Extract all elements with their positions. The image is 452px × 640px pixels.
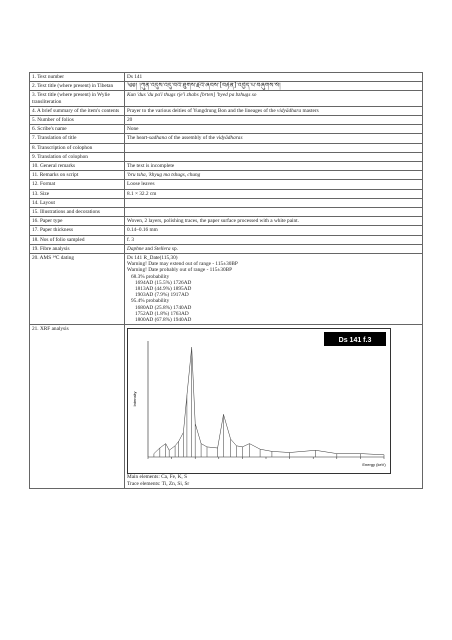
row-label: 5. Number of folios [30,116,125,125]
xrf-cell [125,325,423,488]
row-label: 10. General remarks [30,162,125,171]
dating-cell [125,254,423,325]
fibre-and: and [143,245,155,252]
metadata-table [29,72,423,489]
row-label: 14. Layout [30,198,125,207]
translation-mid: of the assembly of the [166,135,217,142]
wylie-title: Kun 'dus 'du pa'i thugs rje'i zhabs [brten] 'byed pa bzhugs so [125,91,423,106]
document-page [29,72,423,489]
table-row [30,73,423,82]
probability-95-label: 95.4% probability [131,298,170,305]
fibre-genus-1: Daphne [127,245,144,252]
translation-italic-2: vidyādharas [216,135,243,142]
x-axis-label: Energy (keV) [362,462,386,468]
row-value: f. 3 [125,235,423,244]
probability-68-label: 68.3% probability [131,273,170,280]
row-label: 20. AMS ¹⁴C dating [30,254,125,325]
row-label: 6. Scribe's name [30,125,125,134]
row-label: 3. Text title (where present) in Wylie transliteration [30,91,125,106]
table-row [30,143,423,152]
y-axis-label: Intensity [132,391,137,407]
trace-elements: Trace elements: Ti, Zn, Si, Sr [127,480,190,487]
dating-line: Ds 141 R_Date(115,30) [127,255,178,262]
table-row [30,217,423,226]
row-value [125,106,423,115]
xrf-chart [127,328,391,474]
table-row [30,162,423,171]
row-label: 18. Nos of folio sampled [30,235,125,244]
row-label: 17. Paper thickness [30,226,125,235]
table-row [30,325,423,488]
row-value: Ds 141 [125,73,423,82]
probability-range: 1694AD (15.5%) 1726AD [135,279,192,286]
row-label: 15. Illustrations and decorations [30,208,125,217]
translation-italic: sadhana [148,135,167,142]
probability-range: 1813AD (44.9%) 1895AD [135,286,192,293]
table-row [30,198,423,207]
row-value: None [125,125,423,134]
summary-text: Prayer to the various deities of Yungdrung Bon and the lineages of the [127,107,277,114]
table-row [30,91,423,106]
probability-range: 1752AD (1.8%) 1763AD [135,310,189,317]
table-row [30,82,423,91]
row-value: 0.14–0.16 mm [125,226,423,235]
row-value: The text is incomplete [125,162,423,171]
row-value [125,134,423,143]
row-label: 21. XRF analysis [30,325,125,488]
table-row [30,116,423,125]
table-row [30,226,423,235]
row-label: 4. A brief summary of the item's contents [30,106,125,115]
table-row [30,254,423,325]
table-row [30,171,423,180]
row-value [125,152,423,161]
row-label: 1. Text number [30,73,125,82]
table-row [30,134,423,143]
table-row [30,125,423,134]
chart-title: Ds 141 f.3 [338,337,372,345]
row-value: 'bru tsha, 'khyug ma tshugs, chung [125,171,423,180]
row-value [125,208,423,217]
main-elements: Main elements: Ca, Fe, K, S [127,474,188,481]
row-value: Loose leaves [125,180,423,189]
probability-range: 1800AD (67.8%) 1940AD [135,317,192,324]
fibre-end: sp. [170,245,178,252]
row-label: 9. Translation of colophon [30,152,125,161]
xrf-spectrum-svg [128,329,390,473]
row-label: 8. Transcription of colophon [30,143,125,152]
table-row [30,235,423,244]
spectrum-group [148,347,384,459]
table-row [30,244,423,253]
row-label: 7. Translation of title [30,134,125,143]
tibetan-title: ༄༅། །ཀུན་འདུས་འདུ་བའི་ཐུགས་རྗེའི་ཞབས་[བརྟེན]་འབྱེད་པ་བཞུགས་སོ། [125,82,423,91]
translation-text: The heart- [127,135,149,142]
table-row [30,106,423,115]
summary-italic: vidyādhara [277,107,302,114]
row-label: 12. Format [30,180,125,189]
row-value: 8.1 × 32.2 cm [125,189,423,198]
table-row [30,189,423,198]
spectrum-line [154,347,384,455]
table-row [30,180,423,189]
table-row [30,208,423,217]
row-value [125,143,423,152]
row-label: 13. Size [30,189,125,198]
row-label: 11. Remarks on script [30,171,125,180]
dating-warning: Warning! Date may extend out of range - 115±30BP [127,261,238,268]
fibre-genus-2: Stellera [154,245,171,252]
row-label: 2. Text title (where present) in Tibetan [30,82,125,91]
row-value: Woven, 2 layers, polishing traces, the paper surface processed with a white paint. [125,217,423,226]
probability-range: 1680AD (25.8%) 1740AD [135,304,192,311]
dating-warning: Warning! Date probably out of range - 115±30BP [127,267,233,274]
row-value: 20 [125,116,423,125]
row-value [125,244,423,253]
row-label: 19. Fibre analysis [30,244,125,253]
row-value [125,198,423,207]
table-row [30,152,423,161]
row-label: 16. Paper type [30,217,125,226]
summary-end: masters [301,107,319,114]
probability-range: 1903AD (7.9%) 1917AD [135,292,189,299]
